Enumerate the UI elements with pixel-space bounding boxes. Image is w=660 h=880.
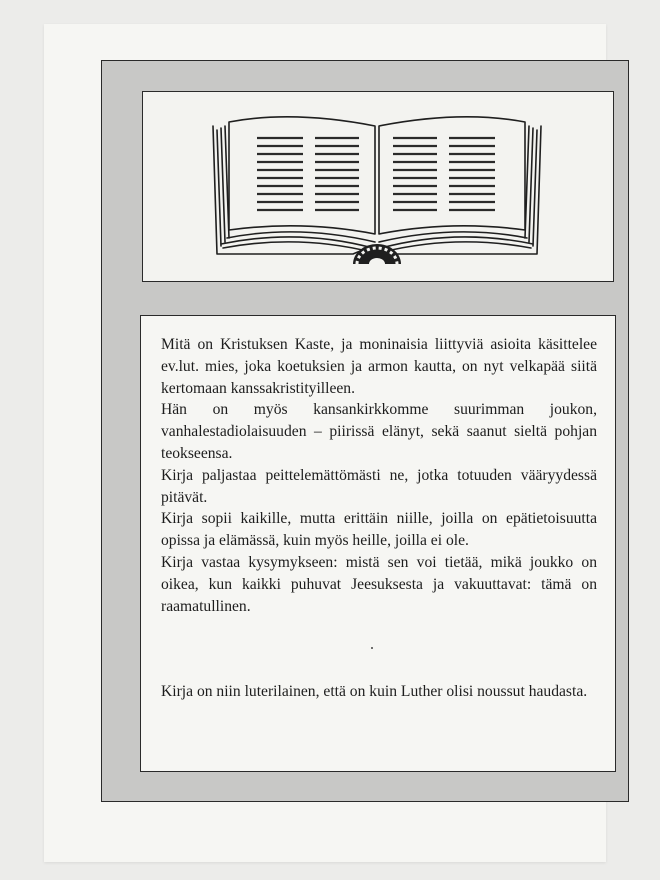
paragraph-4: Kirja sopii kaikille, mutta erittäin niille, joilla on epätietoisuutta opissa ja elämässä, kuin myös heille, joilla ei ole. xyxy=(161,510,597,550)
paragraph-2: Hän on myös kansankirkkomme suurimman joukon, vanhalestadiolaisuuden – piirissä elänyt, sekä saanut sieltä pohjan teokseensa. xyxy=(161,401,597,462)
closing-paragraph: Kirja on niin luterilainen, että on kuin Luther olisi noussut haudasta. xyxy=(161,683,588,701)
description-text xyxy=(161,334,597,703)
separator-dot xyxy=(161,617,597,661)
paragraph-3: Kirja paljastaa peittelemättömästi ne, jotka totuuden vääryydessä pitävät. xyxy=(161,466,597,506)
paragraph-1: Mitä on Kristuksen Kaste, ja moninaisia liittyviä asioita käsittelee ev.lut. mies, joka koetuksien ja armon kautta, on nyt velkapää siitä kertomaan kanssakristityilleen. xyxy=(161,336,597,397)
open-book-icon xyxy=(203,104,551,272)
illustration-frame xyxy=(142,91,614,282)
back-cover xyxy=(44,24,606,862)
paragraph-5: Kirja vastaa kysymykseen: mistä sen voi tietää, mikä joukko on oikea, kun kaikki puhuvat Jeesuksesta ja vakuuttavat: tämä on raamatullinen. xyxy=(161,553,597,615)
description-frame xyxy=(140,315,616,772)
gray-panel xyxy=(101,60,629,802)
